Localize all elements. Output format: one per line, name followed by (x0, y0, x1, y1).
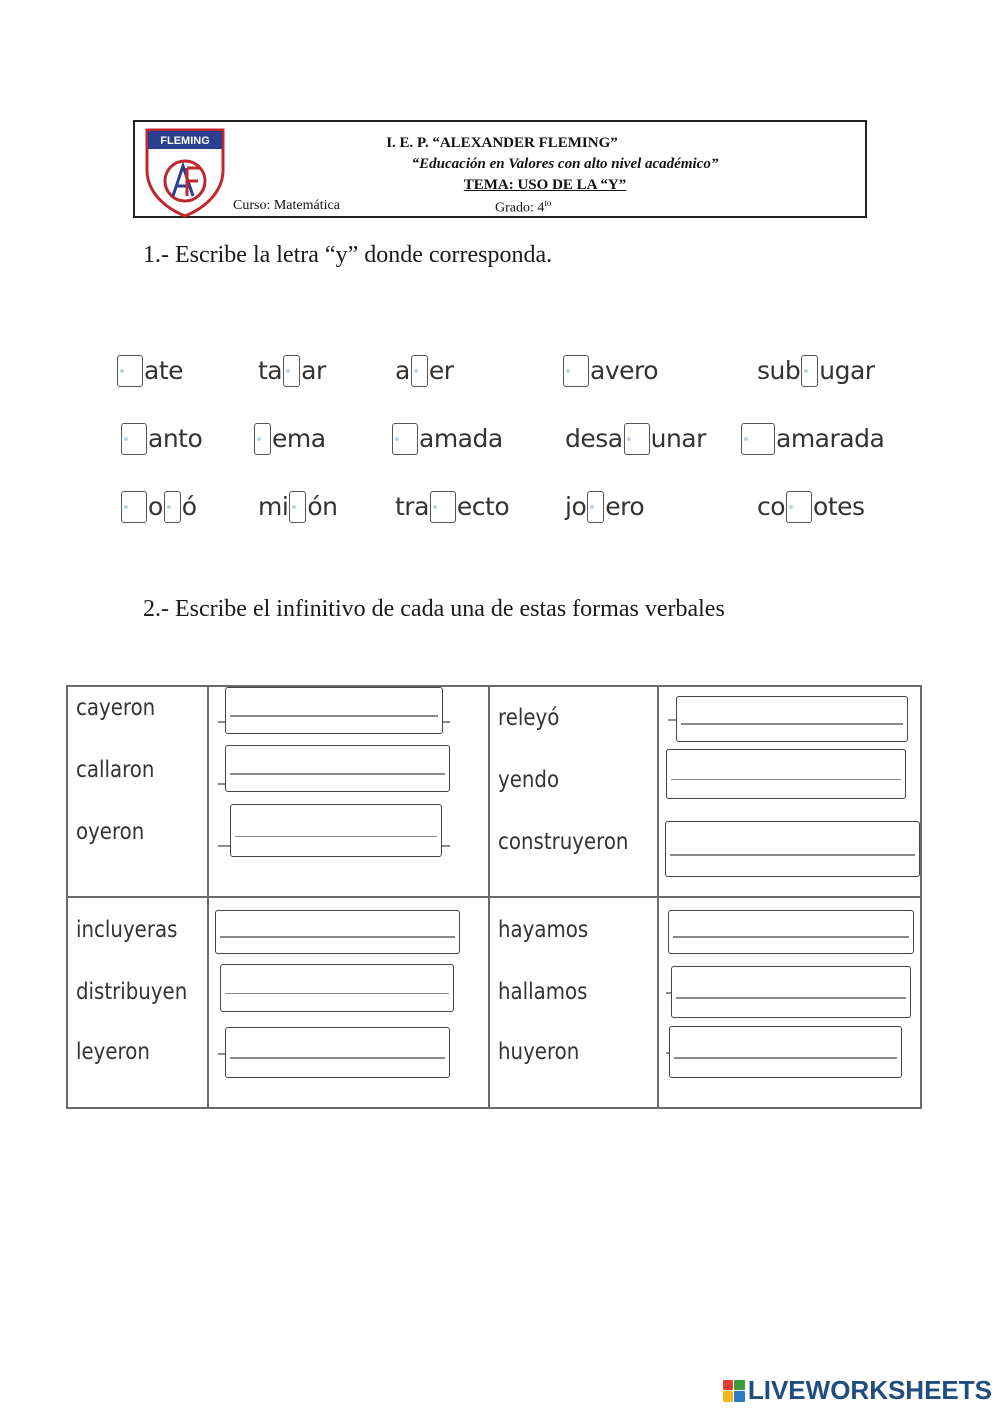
school-motto: “Educación en Valores con alto nivel académico” (411, 156, 719, 172)
answer-field[interactable] (225, 687, 443, 734)
word-prefix: a (395, 356, 410, 385)
verb-label: leyeron (76, 1039, 150, 1065)
grade-label (495, 198, 551, 217)
answer-field[interactable] (665, 821, 920, 877)
word-suffix: avero (590, 356, 659, 385)
grade-text: Grado: 4 (495, 200, 545, 216)
verb-label: cayeron (76, 695, 156, 721)
verb-label: huyeron (498, 1039, 580, 1065)
answer-field[interactable] (668, 910, 914, 954)
verb-label: callaron (76, 757, 155, 783)
word-item (565, 423, 706, 455)
letter-blank[interactable] (392, 423, 418, 455)
worksheet-topic: TEMA: USO DE LA “Y” (463, 177, 627, 193)
verb-label: yendo (498, 767, 560, 793)
word-item (395, 355, 454, 387)
answer-field[interactable] (666, 749, 906, 799)
verb-label: incluyeras (76, 917, 178, 943)
instruction-2: 2.- Escribe el infinitivo de cada una de estas formas verbales (143, 596, 725, 622)
letter-blank[interactable] (164, 491, 181, 523)
word-item (116, 355, 183, 387)
brand-text: LIVEWORKSHEETS (747, 1375, 992, 1405)
word-suffix: anto (148, 424, 203, 453)
word-suffix: otes (813, 492, 865, 521)
answer-field[interactable] (671, 966, 911, 1018)
letter-blank[interactable] (289, 491, 306, 523)
word-suffix: ar (301, 356, 326, 385)
verb-label: oyeron (76, 819, 145, 845)
word-suffix: er (428, 356, 454, 385)
instruction-1: 1.- Escribe la letra “y” donde corresponda. (143, 242, 553, 268)
letter-blank[interactable] (430, 491, 456, 523)
verb-label: distribuyen (76, 979, 188, 1005)
logo-text: FLEMING (160, 135, 210, 147)
answer-field[interactable] (676, 696, 908, 742)
answer-field[interactable] (225, 745, 450, 792)
word-prefix: tra (395, 492, 429, 521)
course-label: Curso: Matemática (233, 198, 340, 213)
word-suffix: amarada (776, 424, 885, 453)
brand-logo-icon (723, 1380, 745, 1402)
word-item (395, 491, 509, 523)
letter-blank[interactable] (121, 491, 147, 523)
liveworksheets-brand (723, 1375, 992, 1406)
letter-blank[interactable] (563, 355, 589, 387)
word-suffix: amada (419, 424, 503, 453)
letter-blank[interactable] (624, 423, 650, 455)
worksheet-header (133, 120, 867, 218)
word-item (258, 355, 326, 387)
letter-blank[interactable] (117, 355, 143, 387)
word-suffix: ero (605, 492, 645, 521)
word-middle: o (148, 492, 163, 521)
word-prefix: co (757, 492, 786, 521)
word-prefix: desa (565, 424, 623, 453)
letter-blank[interactable] (801, 355, 818, 387)
answer-field[interactable] (225, 1027, 450, 1078)
word-item (757, 355, 875, 387)
verb-label: construyeron (498, 829, 629, 855)
answer-field[interactable] (230, 804, 442, 857)
verb-label: hallamos (498, 979, 588, 1005)
word-item (391, 423, 503, 455)
word-item (565, 491, 644, 523)
word-item (120, 423, 202, 455)
verb-label: hayamos (498, 917, 589, 943)
row-divider (68, 896, 920, 898)
word-suffix: ema (272, 424, 326, 453)
answer-field[interactable] (669, 1026, 902, 1078)
letter-blank[interactable] (786, 491, 812, 523)
word-item (757, 491, 865, 523)
word-suffix: unar (650, 424, 706, 453)
letter-blank[interactable] (121, 423, 147, 455)
verb-label: releyó (498, 705, 560, 731)
school-name: I. E. P. “ALEXANDER FLEMING” (386, 135, 618, 151)
word-item (120, 491, 197, 523)
word-item (253, 423, 326, 455)
letter-blank[interactable] (741, 423, 775, 455)
word-prefix: ta (258, 356, 283, 385)
word-suffix: ón (307, 492, 338, 521)
word-prefix: sub (757, 356, 801, 385)
answer-field[interactable] (215, 910, 460, 954)
letter-blank[interactable] (587, 491, 604, 523)
answer-field[interactable] (220, 964, 454, 1012)
word-prefix: mi (258, 492, 289, 521)
letter-blank[interactable] (411, 355, 428, 387)
word-suffix: ate (144, 356, 184, 385)
word-suffix: ugar (819, 356, 875, 385)
word-prefix: jo (565, 492, 587, 521)
word-suffix: ecto (456, 492, 510, 521)
letter-blank[interactable] (283, 355, 300, 387)
word-suffix: ó (181, 492, 197, 521)
word-item (258, 491, 337, 523)
verb-table (66, 685, 922, 1109)
word-item (562, 355, 658, 387)
letter-blank[interactable] (254, 423, 271, 455)
grade-superscript: to (544, 198, 552, 208)
word-item (740, 423, 884, 455)
